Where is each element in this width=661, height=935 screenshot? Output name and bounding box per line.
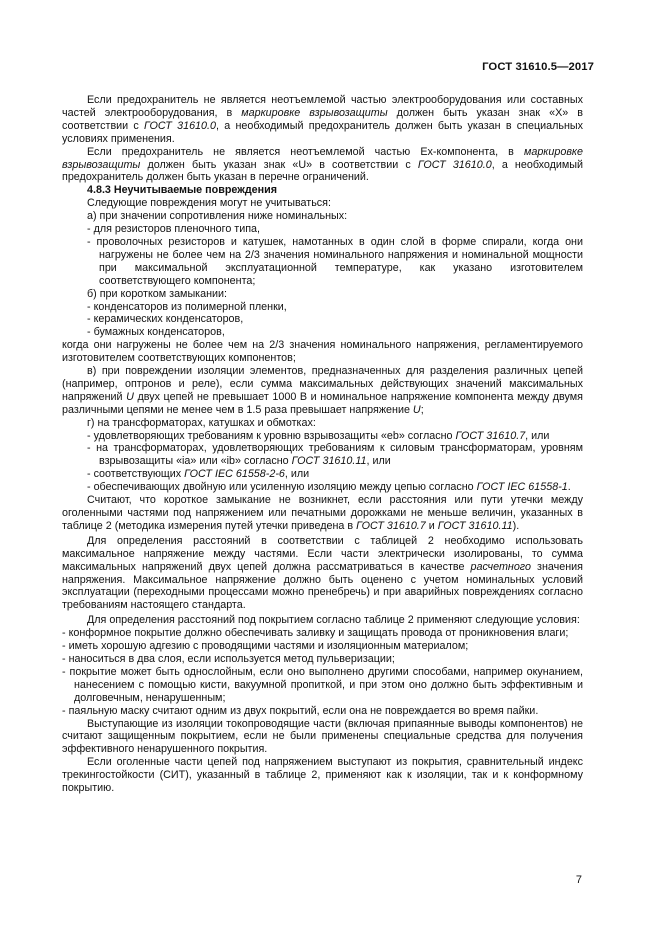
list-subitem: - обеспечивающих двойную или усиленную изоляцию между цепью согласно ГОСТ IEC 61558-1.	[87, 481, 571, 494]
list-subitem: - бумажных конденсаторов,	[87, 326, 225, 339]
list-item-b: б) при коротком замыкании:	[87, 287, 228, 300]
list-item-a: а) при значении сопротивления ниже номинальных:	[87, 210, 348, 223]
list-subitem: - на трансформаторах, удовлетворяющих требованиям к силовым трансформаторам, уровням взрывозащиты «ia» или «ib» согласно ГОСТ 31610.11, или	[87, 442, 583, 468]
paragraph-coating-conditions: Для определения расстояний под покрытием согласно таблице 2 применяют следующие условия:	[87, 614, 580, 627]
page-number: 7	[575, 874, 582, 886]
paragraph-protruding-parts: Выступающие из изоляции токопроводящие части (включая припаянные выводы компонентов) не считают защищенным покрытием, если не были применены специальные средства для получения эффективного ненарушенного покрытия.	[62, 717, 583, 756]
list-item-v: в) при повреждении изоляции элементов, предназначенных для разделения различных цепей (например, оптронов и реле), если сумма максимальных действующих значений максимальных напряжений U двух цепей не превышает 1000 В и номинальное напряжение компонента между двумя различными цепями не менее чем в 1.5 раза превышает напряжение U;	[62, 365, 583, 416]
document-header: ГОСТ 31610.5—2017	[482, 61, 594, 73]
list-item-g: г) на трансформаторах, катушках и обмотках:	[87, 416, 316, 429]
list-subitem: - проволочных резисторов и катушек, намотанных в один слой в форме спирали, когда они нагружены не более чем на 2/3 значения номинального напряжения и номинальной мощности при максимальной эксплуатационной температуре, как указано изготовителем соответствующего компонента;	[87, 235, 583, 287]
paragraph-cti: Если оголенные части цепей под напряжением выступают из покрытия, сравнительный индекс трекингостойкости (СИТ), указанный в таблице 2, применяют как к изоляции, так и к конформному покрытию.	[62, 756, 583, 795]
paragraph-voltage: Для определения расстояний в соответствии с таблицей 2 необходимо использовать максимальное напряжение между частями. Если части электрически изолированы, то сумма максимальных напряжений двух цепей должна рассматриваться в качестве расчетного значения напряжения. Максимальное напряжение должно быть оценено с учетом номинальных условий эксплуатации (переходными процессами можно пренебречь) и при аварийных повреждениях согласно требованиям настоящего стандарта.	[62, 534, 584, 612]
paragraph-intro: Следующие повреждения могут не учитываться:	[87, 197, 331, 210]
list-subitem: - соответствующих ГОСТ IEC 61558-2-6, или	[87, 468, 310, 481]
coating-condition-item: - паяльную маску считают одним из двух покрытий, если она не повреждается во время пайки.	[62, 704, 539, 717]
coating-condition-item: - иметь хорошую адгезию с проводящими частями и изоляционным материалом;	[62, 640, 469, 653]
paragraph-fuse-x: Если предохранитель не является неотъемлемой частью электрооборудования или составных частей электрооборудования, в маркировке взрывозащиты должен быть указан знак «X» в соответствии с ГОСТ 31610.0, а необходимый предохранитель должен быть указан в специальных условиях применения.	[62, 94, 584, 145]
paragraph-short-circuit: Считают, что короткое замыкание не возникнет, если расстояния или пути утечки между оголенными частями под напряжением или печатными дорожками не меньше величин, указанных в таблице 2 (методика измерения путей утечки приведена в ГОСТ 31610.7 и ГОСТ 31610.11).	[62, 494, 583, 532]
coating-condition-item: - покрытие может быть однослойным, если оно выполнено другими способами, например окунанием, нанесением с помощью кисти, вакуумной пропиткой, и при этом оно должно быть эффективным и долговечным, ненарушенным;	[62, 665, 583, 704]
list-subitem: - конденсаторов из полимерной пленки,	[87, 300, 287, 313]
list-subitem: - для резисторов пленочного типа,	[87, 223, 261, 236]
section-heading: 4.8.3 Неучитываемые повреждения	[87, 184, 278, 197]
coating-condition-item: - конформное покрытие должно обеспечивать заливку и защищать провода от проникновения влаги;	[62, 627, 569, 640]
document-body	[62, 94, 583, 795]
list-item-b-tail: когда они нагружены не более чем на 2/3 значения номинального напряжения, регламентируемого изготовителем соответствующих компонентов;	[62, 339, 583, 365]
list-subitem: - удовлетворяющих требованиям к уровню взрывозащиты «eb» согласно ГОСТ 31610.7, или	[87, 429, 550, 442]
paragraph-fuse-u: Если предохранитель не является неотъемлемой частью Ex-компонента, в маркировке взрывозащиты должен быть указан знак «U» в соответствии с ГОСТ 31610.0, а необходимый предохранитель должен быть указан в перечне ограничений.	[62, 145, 584, 184]
coating-condition-item: - наноситься в два слоя, если используется метод пульверизации;	[62, 652, 395, 665]
list-subitem: - керамических конденсаторов,	[87, 313, 244, 326]
